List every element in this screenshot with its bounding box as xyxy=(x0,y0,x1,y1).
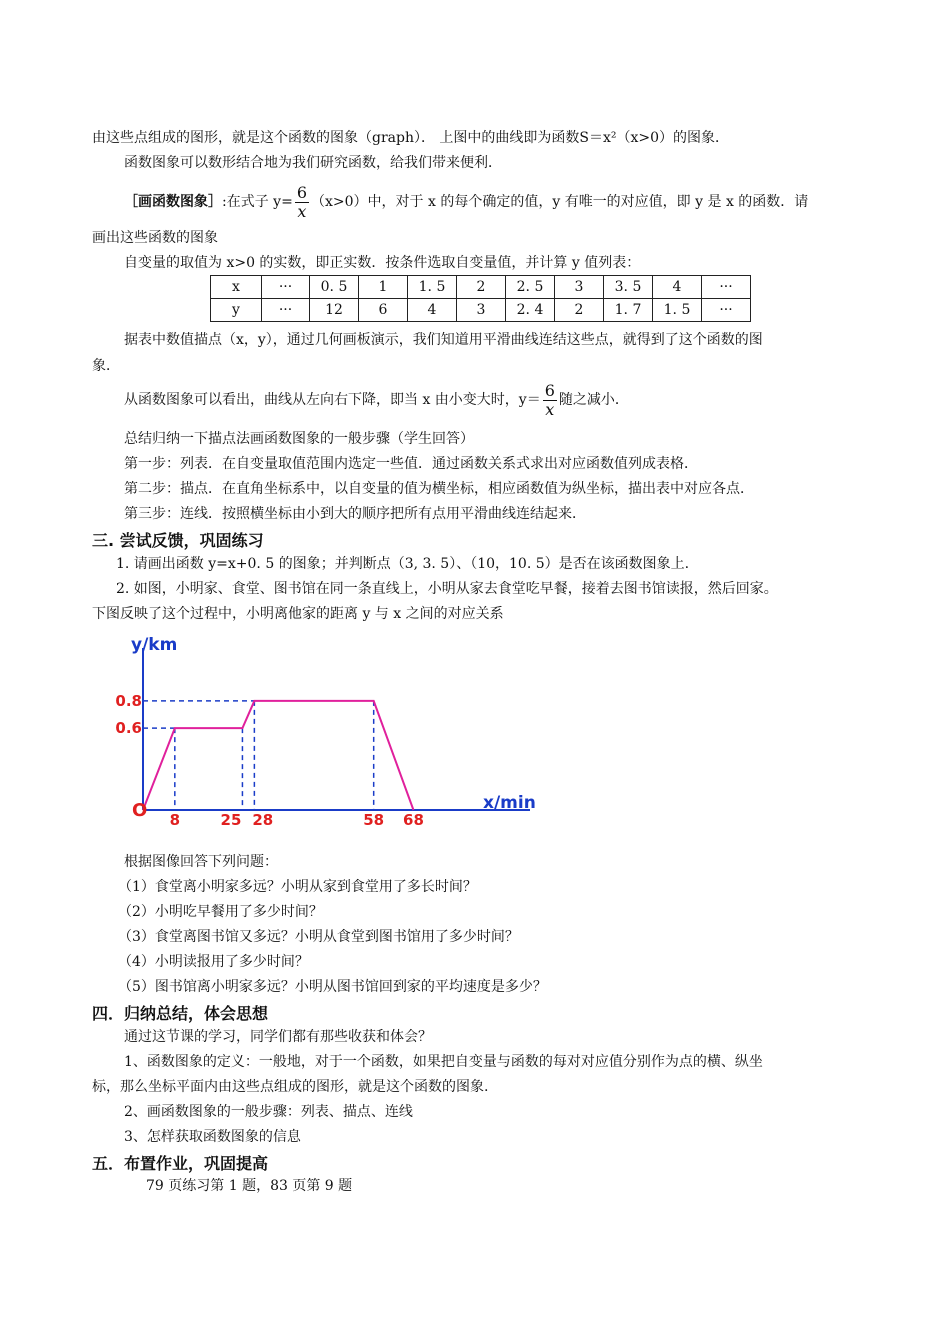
y-tick-label: 0.6 xyxy=(115,719,142,738)
distance-time-chart xyxy=(115,630,545,830)
sub-question-2: （2）小明吃早餐用了多少时间？ xyxy=(118,904,323,920)
table-cell: 1. 7 xyxy=(604,299,653,322)
paragraph-summary: 总结归纳一下描点法画函数图象的一般步骤（学生回答） xyxy=(124,431,474,447)
paragraph-plot-points-cont: 象． xyxy=(92,358,120,374)
table-cell: ··· xyxy=(702,299,751,322)
table-cell: ··· xyxy=(702,276,751,299)
section-heading-3: 三. 尝试反馈，巩固练习 xyxy=(92,531,264,550)
y-tick-label: 0.8 xyxy=(115,691,142,710)
summary-point-3: 3、怎样获取函数图象的信息 xyxy=(124,1129,301,1145)
draw-graph-heading: ［画函数图象］ xyxy=(124,194,222,210)
sub-question-5: （5）图书馆离小明家多远？小明从图书馆回到家的平均速度是多少？ xyxy=(118,979,547,995)
table-cell: y xyxy=(211,299,262,322)
x-tick-label: 68 xyxy=(403,811,424,829)
paragraph-graph-definition-end: 由这些点组成的图形，就是这个函数的图象（graph）． 上图中的曲线即为函数S＝x²（x>0）的图象． xyxy=(92,130,730,146)
table-cell: 4 xyxy=(653,276,702,299)
table-row-x xyxy=(211,276,751,299)
table-cell: 1. 5 xyxy=(408,276,457,299)
table-cell: 12 xyxy=(310,299,359,322)
table-cell: ··· xyxy=(262,299,310,322)
question-2-cont: 下图反映了这个过程中，小明离他家的距离 y 与 x 之间的对应关系 xyxy=(92,606,504,622)
fraction-numerator: 6 xyxy=(544,380,555,400)
paragraph-variable-range: 自变量的取值为 x>0 的实数，即正实数．按条件选取自变量值，并计算 y 值列表： xyxy=(124,255,641,271)
paragraph-decreasing xyxy=(124,378,629,422)
step-three: 第三步：连线．按照横坐标由小到大的顺序把所有点用平滑曲线连结起来． xyxy=(124,506,586,522)
fraction-numerator: 6 xyxy=(296,182,307,202)
paragraph-draw-graph xyxy=(124,182,808,222)
table-cell: 1. 5 xyxy=(653,299,702,322)
decreasing-text-b: 随之减小． xyxy=(558,392,629,408)
paragraph-plot-points: 据表中数值描点（x，y），通过几何画板演示，我们知道用平滑曲线连结这些点，就得到了这个函数的图 xyxy=(124,332,763,348)
table-cell: ··· xyxy=(262,276,310,299)
origin-label: O xyxy=(132,800,148,821)
paragraph-draw-graph-cont: 画出这些函数的图象 xyxy=(92,230,218,246)
answer-prompt: 根据图像回答下列问题： xyxy=(124,854,278,870)
table-cell: 2 xyxy=(457,276,506,299)
table-cell: 3. 5 xyxy=(604,276,653,299)
homework: 79 页练习第 1 题，83 页第 9 题 xyxy=(146,1178,353,1194)
table-cell: 2 xyxy=(555,299,604,322)
decreasing-text-a: 从函数图象可以看出，曲线从左向右下降，即当 x 由小变大时，y＝ xyxy=(124,392,541,408)
x-tick-label: 8 xyxy=(169,811,181,829)
x-tick-label: 58 xyxy=(363,811,385,829)
table-cell: 4 xyxy=(408,299,457,322)
section-heading-4: 四．归纳总结，体会思想 xyxy=(92,1004,269,1023)
paragraph-benefit: 函数图象可以数形结合地为我们研究函数，给我们带来便利． xyxy=(124,155,502,171)
summary-point-1-cont: 标，那么坐标平面内由这些点组成的图形，就是这个函数的图象. xyxy=(92,1079,489,1095)
fraction-6-over-x-2 xyxy=(543,382,557,419)
draw-graph-text-a: :在式子 y= xyxy=(222,194,293,210)
table-cell: 2. 4 xyxy=(506,299,555,322)
summary-point-2: 2、画函数图象的一般步骤：列表、描点、连线 xyxy=(124,1104,413,1120)
table-row-y xyxy=(211,299,751,322)
sub-question-1: （1）食堂离小明家多远？小明从家到食堂用了多长时间？ xyxy=(118,879,477,895)
table-cell: 6 xyxy=(359,299,408,322)
x-axis-label: x/min xyxy=(483,793,536,813)
table-cell: 2. 5 xyxy=(506,276,555,299)
y-axis-label: y/km xyxy=(131,635,178,655)
table-cell: 3 xyxy=(555,276,604,299)
guide-lines xyxy=(143,701,374,810)
table-cell: 3 xyxy=(457,299,506,322)
fraction-6-over-x xyxy=(295,184,309,221)
fraction-denominator: x xyxy=(545,399,555,419)
step-two: 第二步：描点．在直角坐标系中，以自变量的值为横坐标，相应函数值为纵坐标，描出表中对应各点． xyxy=(124,481,754,497)
value-table xyxy=(210,275,751,322)
table-cell: 0. 5 xyxy=(310,276,359,299)
fraction-denominator: x xyxy=(297,201,307,221)
x-tick-label: 25 xyxy=(220,811,242,829)
sub-question-3: （3）食堂离图书馆又多远？小明从食堂到图书馆用了多少时间？ xyxy=(118,929,519,945)
question-2: 2. 如图，小明家、食堂、图书馆在同一条直线上，小明从家去食堂吃早餐，接着去图书馆读报，然后回家。 xyxy=(116,581,778,597)
question-1: 1. 请画出函数 y=x+0. 5 的图象；并判断点（3, 3. 5）、（10，10. 5）是否在该函数图象上. xyxy=(116,556,690,572)
summary-intro: 通过这节课的学习，同学们都有那些收获和体会？ xyxy=(124,1029,432,1045)
summary-point-1: 1、函数图象的定义：一般地，对于一个函数，如果把自变量与函数的每对对应值分别作为点的横、纵坐 xyxy=(124,1054,763,1070)
section-heading-5: 五．布置作业，巩固提高 xyxy=(92,1154,269,1173)
step-one: 第一步：列表．在自变量取值范围内选定一些值．通过函数关系式求出对应函数值列成表格． xyxy=(124,456,698,472)
table-cell: 1 xyxy=(359,276,408,299)
series-line xyxy=(143,701,413,810)
x-tick-label: 28 xyxy=(252,811,274,829)
sub-question-4: （4）小明读报用了多少时间？ xyxy=(118,954,309,970)
draw-graph-text-b: （x>0）中，对于 x 的每个确定的值，y 有唯一的对应值，即 y 是 x 的函数．请 xyxy=(311,194,809,210)
table-cell: x xyxy=(211,276,262,299)
